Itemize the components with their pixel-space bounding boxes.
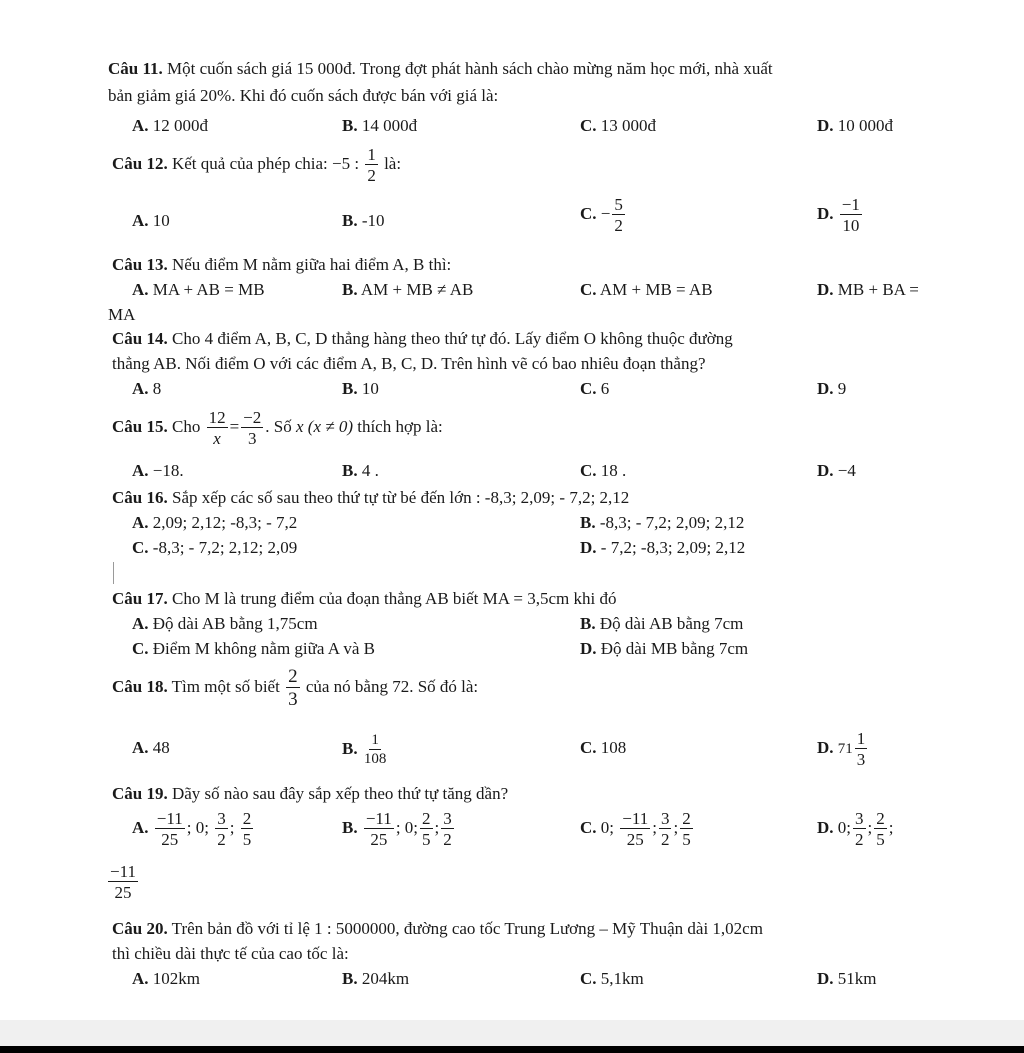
page-bottom-bar	[0, 1046, 1024, 1053]
option-d[interactable]: D. 9	[817, 379, 847, 398]
question-13: Câu 13. Nếu điểm M nằm giữa hai điểm A, B thì:	[112, 255, 452, 274]
question-12: Câu 12. Kết quả của phép chia: −5 : $\frac{1}{2}$ là:	[112, 145, 402, 185]
option-c[interactable]: C. 18 .	[580, 461, 627, 480]
option-b[interactable]: B. 204km	[342, 969, 410, 988]
question-text: Một cuốn sách giá 15 000đ. Trong đợt phát hành sách chào mừng năm học mới, nhà xuất	[162, 59, 773, 78]
question-16: Câu 16. Sắp xếp các số sau theo thứ tự từ bé đến lớn : -8,3; 2,09; - 7,2; 2,12	[112, 488, 630, 507]
option-d[interactable]: D. $\frac{-1}{10}$	[817, 195, 860, 235]
question-20-line1: Câu 20. Trên bản đồ với tỉ lệ 1 : 5000000, đường cao tốc Trung Lương – Mỹ Thuận dài 1,02cm	[112, 919, 763, 938]
option-b[interactable]: B. AM + MB ≠ AB	[342, 280, 474, 299]
option-a[interactable]: A. −18.	[132, 461, 184, 480]
option-a[interactable]: A. 102km	[132, 969, 201, 988]
option-c[interactable]: C. 13 000đ	[580, 116, 657, 135]
question-15: Câu 15. Cho $\frac{12}{x}$ = $\frac{-2}{3}$ . Số x (x ≠ 0) thích hợp là:	[112, 408, 443, 448]
option-a[interactable]: A. MA + AB = MB	[132, 280, 265, 299]
option-d[interactable]: D. 71 $\frac{1}{3}$	[817, 729, 866, 769]
option-d[interactable]: D. Độ dài MB bằng 7cm	[580, 639, 749, 658]
option-a[interactable]: A. 48	[132, 738, 170, 757]
option-d[interactable]: D. MB + BA =	[817, 280, 919, 299]
question-11-line2: bản giảm giá 20%. Khi đó cuốn sách được bán với giá là:	[108, 86, 499, 105]
option-b[interactable]: B. Độ dài AB bằng 7cm	[580, 614, 744, 633]
question-19: Câu 19. Dãy số nào sau đây sắp xếp theo thứ tự tăng dần?	[112, 784, 509, 803]
option-d[interactable]: D. 0; $\frac{3}{2}$ ; $\frac{2}{5}$ ;	[817, 809, 894, 849]
option-a[interactable]: A. $\frac{-11}{25}$ ; 0; $\frac{3}{2}$ ; $\frac{2}{5}$	[132, 809, 252, 849]
option-a[interactable]: A. 2,09; 2,12; -8,3; - 7,2	[132, 513, 298, 532]
question-14-line2: thẳng AB. Nối điểm O với các điểm A, B, C, D. Trên hình vẽ có bao nhiêu đoạn thẳng?	[112, 354, 706, 373]
question-11-line1	[108, 60, 773, 77]
option-d[interactable]: D. 51km	[817, 969, 877, 988]
option-b[interactable]: B. $\frac{-11}{25}$ ; 0; $\frac{2}{5}$ ; $\frac{3}{2}$	[342, 809, 452, 849]
option-c[interactable]: C. 6	[580, 379, 610, 398]
question-14-line1: Câu 14. Cho 4 điểm A, B, C, D thẳng hàng theo thứ tự đó. Lấy điểm O không thuộc đường	[112, 329, 733, 348]
option-d-continued: $\frac{-11}{25}$	[110, 862, 136, 902]
option-b[interactable]: B. 10	[342, 379, 379, 398]
text-cursor	[113, 562, 114, 584]
option-c[interactable]: C. 108	[580, 738, 627, 757]
option-b[interactable]: B. -8,3; - 7,2; 2,09; 2,12	[580, 513, 745, 532]
option-a[interactable]: A. Độ dài AB bằng 1,75cm	[132, 614, 318, 633]
option-a[interactable]: A. 12 000đ	[132, 116, 209, 135]
question-20-line2: thì chiều dài thực tế của cao tốc là:	[112, 944, 349, 963]
option-c[interactable]: C. 0; $\frac{-11}{25}$ ; $\frac{3}{2}$ ; $\frac{2}{5}$	[580, 809, 691, 849]
option-b[interactable]: B. 14 000đ	[342, 116, 418, 135]
option-c[interactable]: C. AM + MB = AB	[580, 280, 713, 299]
option-b[interactable]: B. $\frac{1}{108}$	[342, 732, 387, 767]
option-c[interactable]: C. 5,1km	[580, 969, 644, 988]
option-a[interactable]: A. 8	[132, 379, 162, 398]
option-d[interactable]: D. 10 000đ	[817, 116, 894, 135]
option-b[interactable]: B. -10	[342, 211, 385, 230]
question-18: Câu 18. Tìm một số biết $\frac{2}{3}$ của nó bằng 72. Số đó là:	[112, 666, 479, 710]
question-17: Câu 17. Cho M là trung điểm của đoạn thẳng AB biết MA = 3,5cm khi đó	[112, 589, 617, 608]
question-label: Câu 11.	[108, 59, 163, 78]
option-b[interactable]: B. 4 .	[342, 461, 379, 480]
option-c[interactable]: C. -8,3; - 7,2; 2,12; 2,09	[132, 538, 298, 557]
option-c[interactable]: C. Điểm M không nằm giữa A và B	[132, 639, 375, 658]
option-a[interactable]: A. 10	[132, 211, 170, 230]
option-d[interactable]: D. - 7,2; -8,3; 2,09; 2,12	[580, 538, 746, 557]
option-d-continued: MA	[108, 305, 136, 324]
option-c[interactable]: C. − $\frac{5}{2}$	[580, 195, 623, 235]
option-d[interactable]: D. −4	[817, 461, 856, 480]
